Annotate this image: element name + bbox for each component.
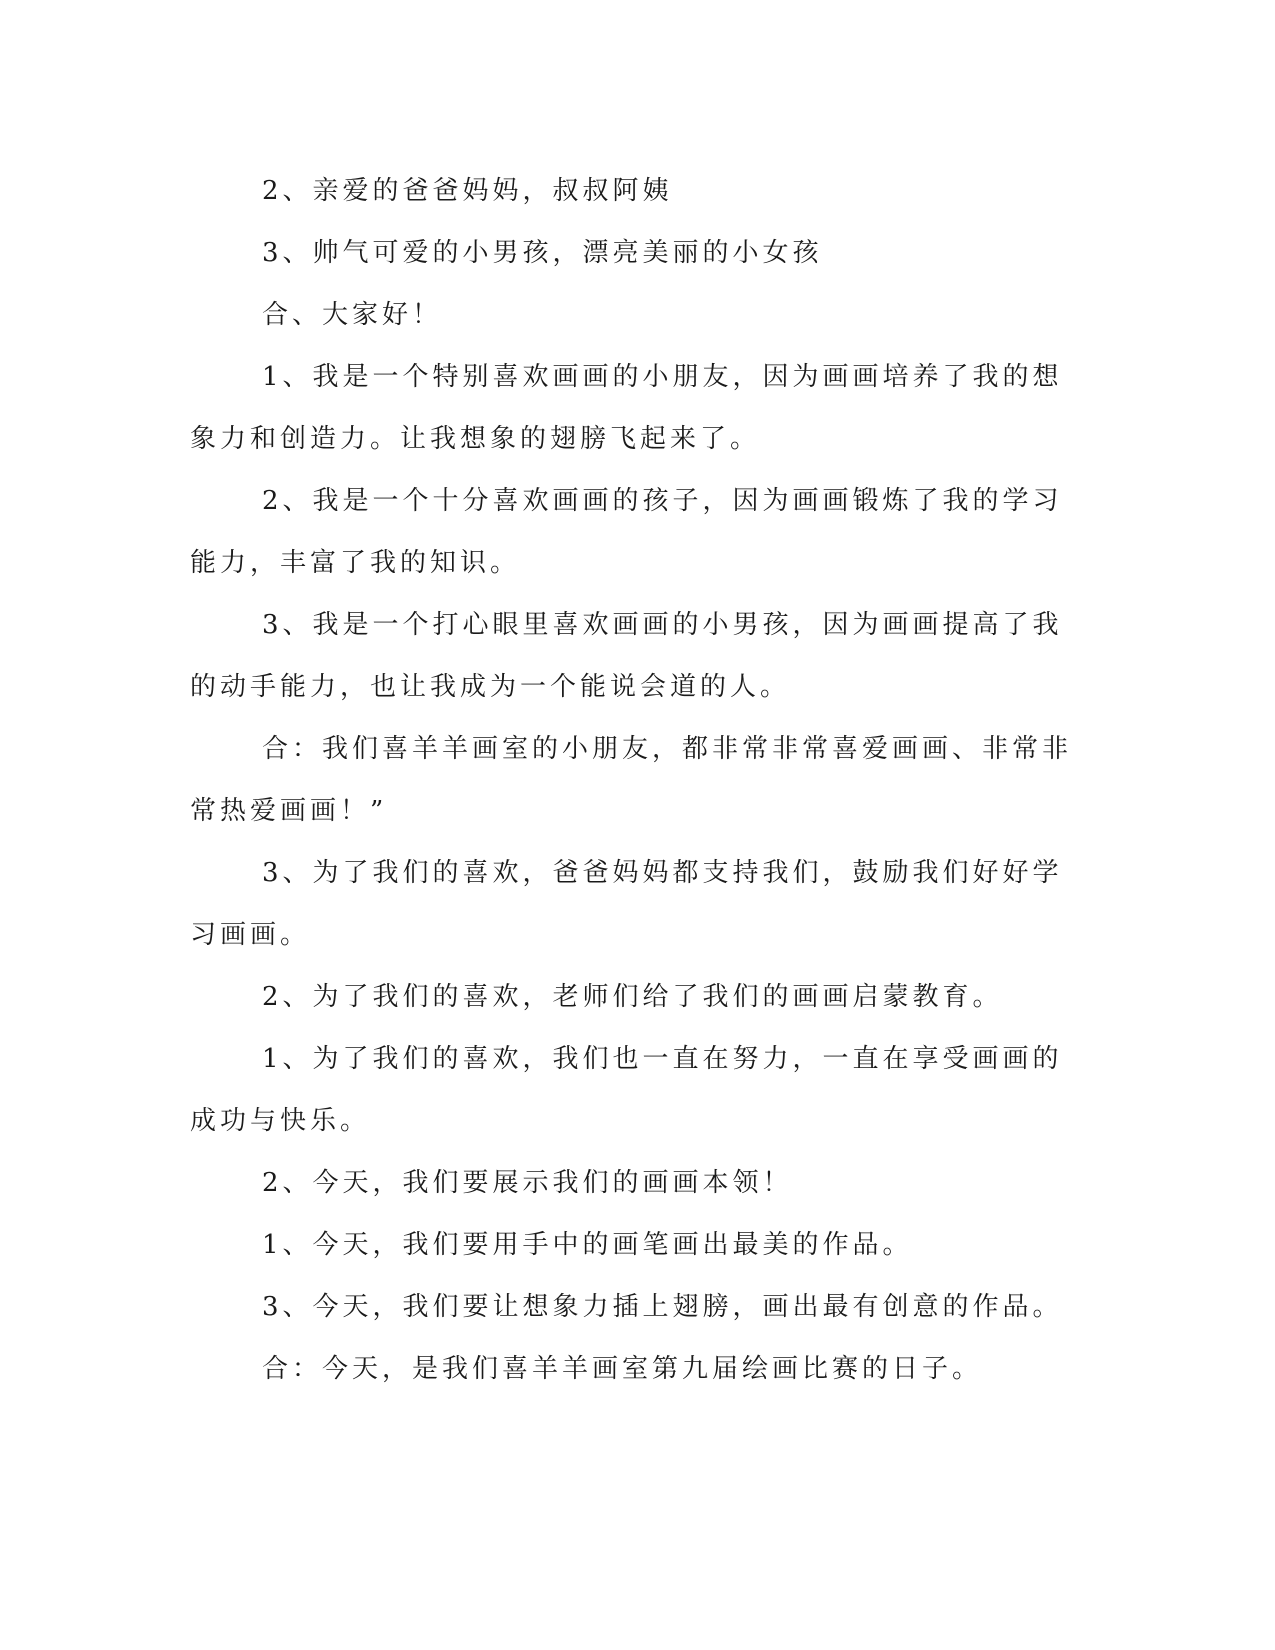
paragraph: 合：我们喜羊羊画室的小朋友，都非常非常喜爱画画、非常非常热爱画画！”: [190, 734, 1073, 826]
paragraph: 1、今天，我们要用手中的画笔画出最美的作品。: [262, 1230, 913, 1260]
paragraph: 2、为了我们的喜欢，老师们给了我们的画画启蒙教育。: [262, 982, 1003, 1012]
paragraph: 3、我是一个打心眼里喜欢画画的小男孩，因为画画提高了我的动手能力，也让我成为一个能说会道的人。: [190, 610, 1063, 702]
paragraph: 3、为了我们的喜欢，爸爸妈妈都支持我们，鼓励我们好好学习画画。: [190, 858, 1063, 950]
paragraph: 3、今天，我们要让想象力插上翅膀，画出最有创意的作品。: [262, 1292, 1063, 1322]
document-body: [190, 160, 1090, 1400]
paragraph: 1、为了我们的喜欢，我们也一直在努力，一直在享受画画的成功与快乐。: [190, 1044, 1063, 1136]
paragraph: 1、我是一个特别喜欢画画的小朋友，因为画画培养了我的想象力和创造力。让我想象的翅膀飞起来了。: [190, 362, 1063, 454]
paragraph: 2、我是一个十分喜欢画画的孩子，因为画画锻炼了我的学习能力，丰富了我的知识。: [190, 486, 1063, 578]
paragraph: 2、亲爱的爸爸妈妈，叔叔阿姨: [262, 176, 673, 206]
paragraph: 合、大家好！: [262, 300, 443, 330]
paragraph: 3、帅气可爱的小男孩，漂亮美丽的小女孩: [262, 238, 823, 268]
paragraph: 合：今天，是我们喜羊羊画室第九届绘画比赛的日子。: [262, 1354, 983, 1384]
paragraph: 2、今天，我们要展示我们的画画本领！: [262, 1168, 793, 1198]
